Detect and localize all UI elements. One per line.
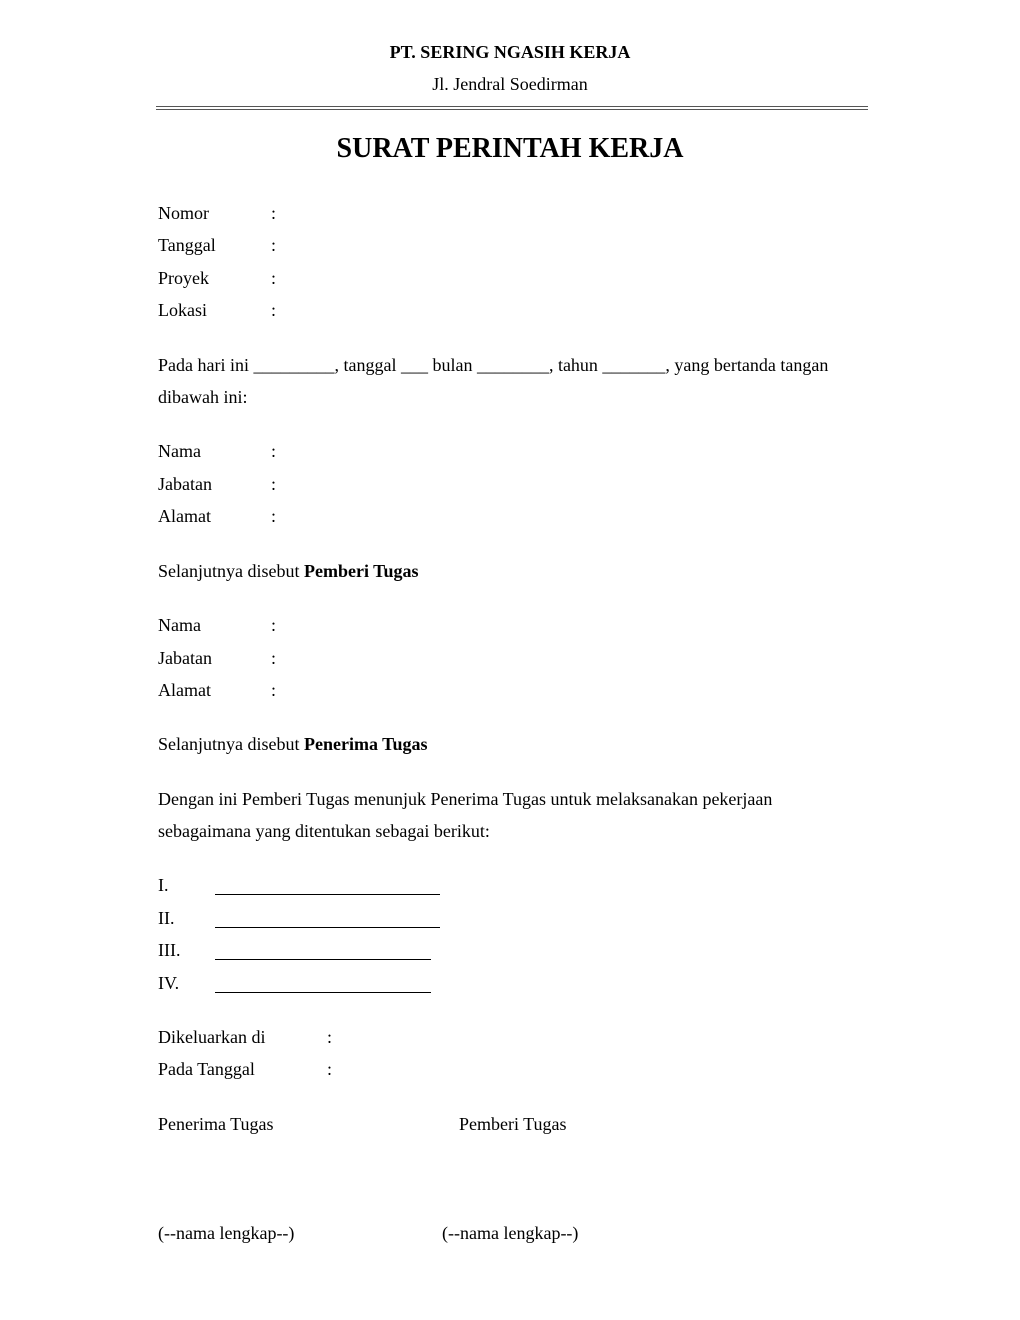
- intro-line-1: Pada hari ini _________, tanggal ___ bulan ________, tahun _______, yang bertanda tangan: [158, 355, 829, 375]
- party1-role: Pemberi Tugas: [303, 561, 419, 581]
- task-number: IV.: [158, 973, 180, 993]
- party2-label-nama: Nama: [158, 615, 201, 635]
- field-colon: :: [327, 1059, 333, 1079]
- party1-caption: [158, 561, 419, 582]
- task-number: I.: [158, 875, 169, 895]
- party1-label-nama: Nama: [158, 441, 201, 461]
- task-blank-line: [215, 894, 440, 895]
- party2-caption-prefix: Selanjutnya disebut: [158, 734, 304, 754]
- task-number: II.: [158, 908, 175, 928]
- header-divider-bottom: [156, 109, 868, 110]
- task-blank-line: [215, 992, 431, 993]
- company-address: Jl. Jendral Soedirman: [432, 74, 588, 94]
- field-label-tanggal: Tanggal: [158, 235, 216, 255]
- party1-label-alamat: Alamat: [158, 506, 211, 526]
- party2-caption: [158, 734, 428, 755]
- assignment-line-1: Dengan ini Pemberi Tugas menunjuk Penerima Tugas untuk melaksanakan pekerjaan: [158, 789, 773, 809]
- issued-place-label: Dikeluarkan di: [158, 1027, 266, 1047]
- party2-label-jabatan: Jabatan: [158, 648, 212, 668]
- field-colon: :: [271, 300, 277, 320]
- field-colon: :: [271, 474, 277, 494]
- field-colon: :: [327, 1027, 333, 1047]
- field-label-lokasi: Lokasi: [158, 300, 207, 320]
- field-colon: :: [271, 648, 277, 668]
- company-name: PT. SERING NGASIH KERJA: [389, 42, 631, 62]
- field-colon: :: [271, 441, 277, 461]
- document-title: SURAT PERINTAH KERJA: [336, 133, 684, 164]
- task-number: III.: [158, 940, 181, 960]
- signature-right-role: Pemberi Tugas: [459, 1114, 567, 1134]
- field-colon: :: [271, 680, 277, 700]
- field-colon: :: [271, 203, 277, 223]
- signature-left-role: Penerima Tugas: [158, 1114, 274, 1134]
- field-colon: :: [271, 615, 277, 635]
- signature-left-name: (--nama lengkap--): [158, 1223, 295, 1243]
- issued-date-label: Pada Tanggal: [158, 1059, 255, 1079]
- field-label-nomor: Nomor: [158, 203, 209, 223]
- party1-caption-prefix: Selanjutnya disebut: [158, 561, 304, 581]
- field-label-proyek: Proyek: [158, 268, 209, 288]
- field-colon: :: [271, 235, 277, 255]
- party2-role: Penerima Tugas: [303, 734, 428, 754]
- field-colon: :: [271, 506, 277, 526]
- header-divider-top: [156, 106, 868, 107]
- signature-right-name: (--nama lengkap--): [442, 1223, 579, 1243]
- task-blank-line: [215, 959, 431, 960]
- party2-label-alamat: Alamat: [158, 680, 211, 700]
- party1-label-jabatan: Jabatan: [158, 474, 212, 494]
- intro-line-2: dibawah ini:: [158, 387, 248, 407]
- assignment-line-2: sebagaimana yang ditentukan sebagai berikut:: [158, 821, 490, 841]
- task-blank-line: [215, 927, 440, 928]
- field-colon: :: [271, 268, 277, 288]
